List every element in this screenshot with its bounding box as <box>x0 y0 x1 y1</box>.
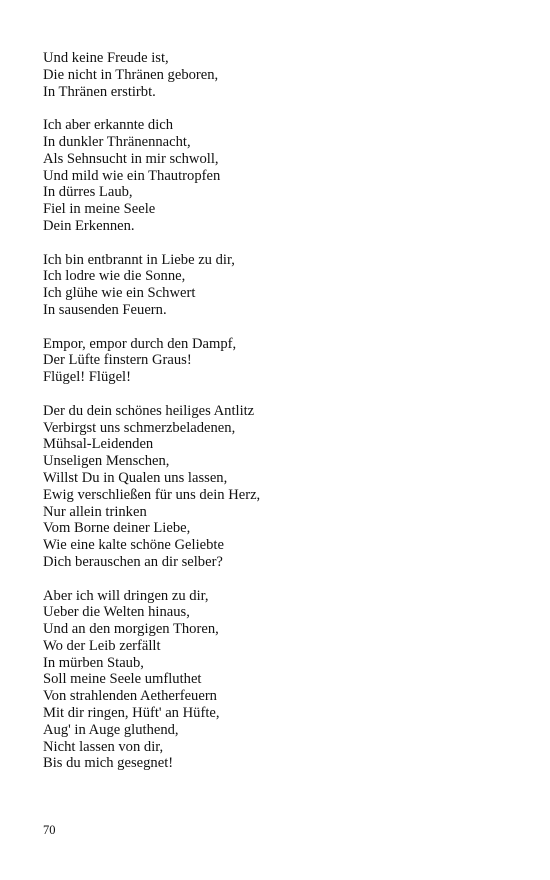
poem-line: Mühsal-Leidenden <box>43 436 154 453</box>
poem-line: Willst Du in Qualen uns lassen, <box>43 469 228 486</box>
poem-line: Die nicht in Thränen geboren, <box>43 66 219 83</box>
poem-line: Ueber die Welten hinaus, <box>43 604 190 621</box>
poem-line: Wo der Leib zerfällt <box>43 637 161 654</box>
stanza <box>43 252 523 319</box>
poem-line: Ich lodre wie die Sonne, <box>43 268 186 285</box>
poem-line: Ich aber erkannte dich <box>43 117 174 134</box>
stanza <box>43 117 523 235</box>
stanza <box>43 50 523 100</box>
poem-line: Vom Borne deiner Liebe, <box>43 520 191 537</box>
poem-line: Ich bin entbrannt in Liebe zu dir, <box>43 251 235 268</box>
stanza <box>43 336 523 386</box>
poem-line: In Thränen erstirbt. <box>43 83 156 100</box>
poem-line: Nicht lassen von dir, <box>43 738 164 755</box>
poem-line: Als Sehnsucht in mir schwoll, <box>43 150 219 167</box>
poem-line: Dein Erkennen. <box>43 217 135 234</box>
poem-line: Fiel in meine Seele <box>43 201 156 218</box>
page-number: 70 <box>43 823 56 837</box>
poem-line: Ich glühe wie ein Schwert <box>43 285 196 302</box>
poem-line: Aber ich will dringen zu dir, <box>43 587 209 604</box>
poem-line: Nur allein trinken <box>43 503 147 520</box>
poem-line: Und an den morgigen Thoren, <box>43 621 219 638</box>
poem-line: Flügel! Flügel! <box>43 369 131 386</box>
stanza <box>43 588 523 773</box>
poem-line: Von strahlenden Aetherfeuern <box>43 688 217 705</box>
poem-line: Unseligen Menschen, <box>43 453 170 470</box>
poem-line: Und keine Freude ist, <box>43 50 169 66</box>
poem-line: Der Lüfte finstern Graus! <box>43 352 192 369</box>
poem-line: Mit dir ringen, Hüft' an Hüfte, <box>43 705 220 722</box>
poem-line: Aug' in Auge gluthend, <box>43 721 179 738</box>
poem-line: Dich berauschen an dir selber? <box>43 553 223 570</box>
stanza <box>43 403 523 571</box>
poem-line: In dürres Laub, <box>43 184 133 201</box>
poem-line: Und mild wie ein Thautropfen <box>43 167 221 184</box>
poem-line: Empor, empor durch den Dampf, <box>43 335 237 352</box>
poem-line: In dunkler Thränennacht, <box>43 133 191 150</box>
poem-line: Bis du mich gesegnet! <box>43 755 174 772</box>
poem-line: Ewig verschließen für uns dein Herz, <box>43 486 261 503</box>
poem-line: In sausenden Feuern. <box>43 301 167 318</box>
poem-line: In mürben Staub, <box>43 654 144 671</box>
poem-line: Verbirgst uns schmerzbeladenen, <box>43 419 236 436</box>
poem-line: Der du dein schönes heiliges Antlitz <box>43 402 255 419</box>
poem-text <box>43 50 523 789</box>
poem-line: Soll meine Seele umfluthet <box>43 671 202 688</box>
poem-line: Wie eine kalte schöne Geliebte <box>43 537 224 554</box>
